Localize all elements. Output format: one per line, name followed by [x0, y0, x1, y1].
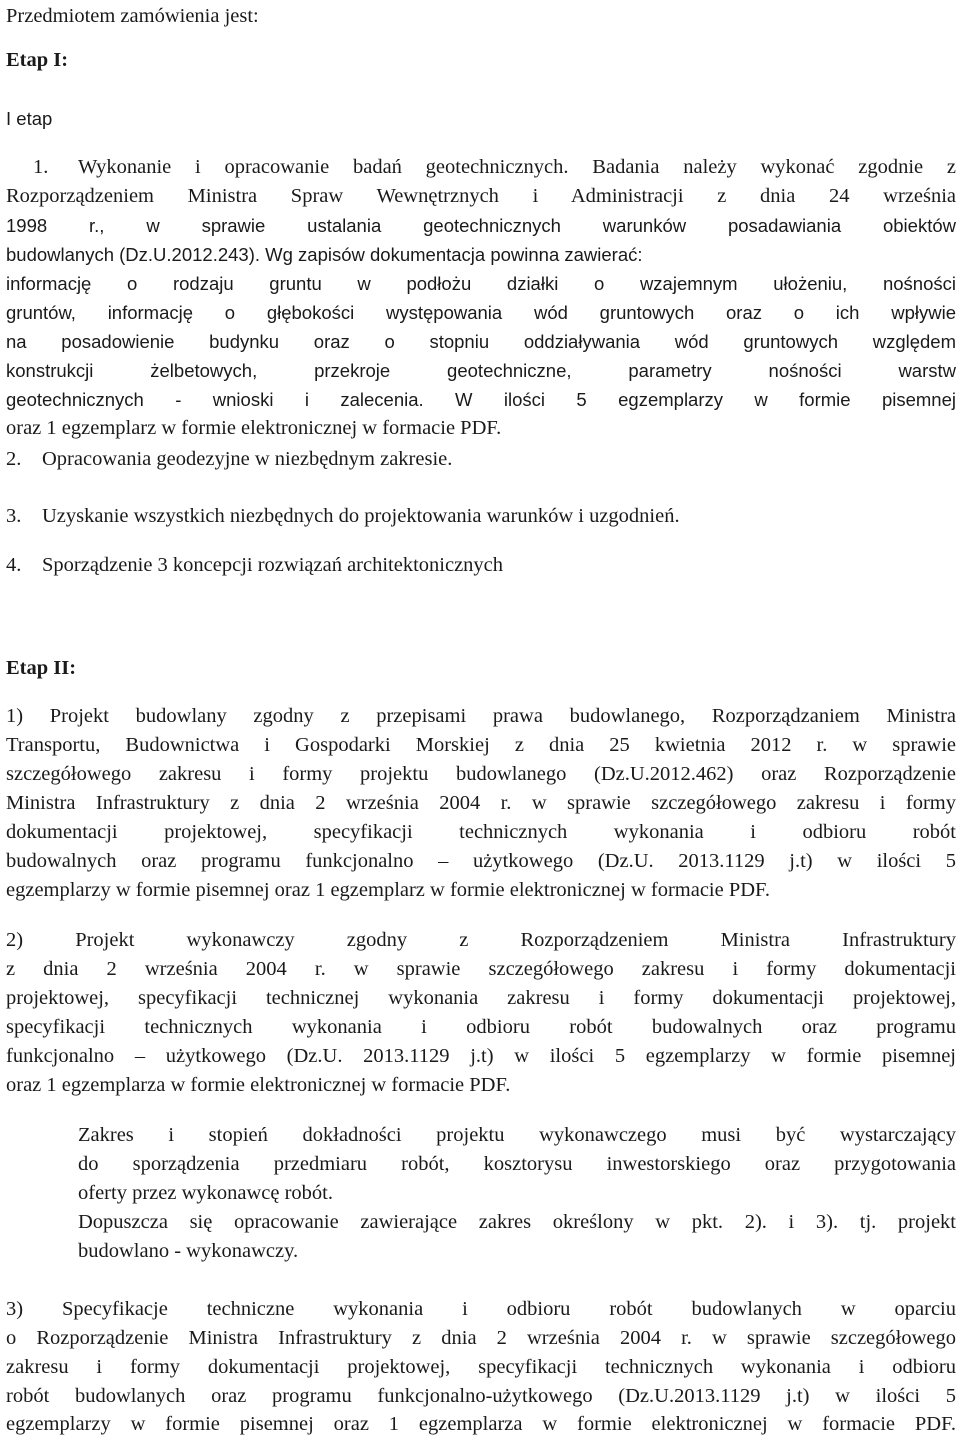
para3-line: robót budowlanych oraz programu funkcjonalno-użytkowego (Dz.U.2013.1129 j.t) w ilości 5 [6, 1385, 956, 1407]
item2-number: 2. [6, 448, 22, 470]
item1-line: geotechnicznych - wnioski i zalecenia. W ilości 5 egzemplarzy w formie pisemnej [6, 389, 956, 410]
etap2-heading: Etap II: [6, 657, 77, 679]
para2-line: z dnia 2 września 2004 r. w sprawie szczegółowego zakresu i formy dokumentacji [6, 958, 956, 980]
para1-line: egzemplarzy w formie pisemnej oraz 1 egzemplarz w formie elektronicznej w formacie PDF. [6, 879, 770, 901]
para1-line: Transportu, Budownictwa i Gospodarki Morskiej z dnia 25 kwietnia 2012 r. w sprawie [6, 734, 956, 756]
para2-line: specyfikacji technicznych wykonania i odbioru robót budowalnych oraz programu [6, 1016, 956, 1038]
para1-line: Ministra Infrastruktury z dnia 2 września 2004 r. w sprawie szczegółowego zakresu i formy [6, 792, 956, 814]
para1-line: budowalnych oraz programu funkcjonalno – użytkowego (Dz.U. 2013.1129 j.t) w ilości 5 [6, 850, 956, 872]
etap1-subheading: I etap [6, 108, 53, 129]
item1-line: Wykonanie i opracowanie badań geotechnicznych. Badania należy wykonać zgodnie z [78, 156, 956, 178]
etap1-heading: Etap I: [6, 49, 69, 71]
para1-line: dokumentacji projektowej, specyfikacji technicznych wykonania i odbioru robót [6, 821, 956, 843]
item1-line: informację o rodzaju gruntu w podłożu działki o wzajemnym ułożeniu, nośności [6, 273, 956, 294]
item3-number: 3. [6, 505, 22, 527]
note-line: budowlano - wykonawczy. [78, 1240, 299, 1262]
item1-number: 1. [33, 156, 49, 178]
para2-line: funkcjonalno – użytkowego (Dz.U. 2013.1129 j.t) w ilości 5 egzemplarzy w formie pisemnej [6, 1045, 956, 1067]
item1-line: gruntów, informację o głębokości występowania wód gruntowych oraz o ich wpływie [6, 302, 956, 323]
para3-line: zakresu i formy dokumentacji projektowej, specyfikacji technicznych wykonania i odbioru [6, 1356, 956, 1378]
note-line: oferty przez wykonawcę robót. [78, 1182, 333, 1204]
note-line: Dopuszcza się opracowanie zawierające zakres określony w pkt. 2). i 3). tj. projekt [78, 1211, 956, 1233]
item2-text: Opracowania geodezyjne w niezbędnym zakresie. [42, 448, 453, 470]
para2-line: oraz 1 egzemplarza w formie elektronicznej w formacie PDF. [6, 1074, 511, 1096]
item1-line: oraz 1 egzemplarz w formie elektronicznej w formacie PDF. [6, 417, 502, 439]
item4-text: Sporządzenie 3 koncepcji rozwiązań architektonicznych [42, 554, 504, 576]
item1-line: konstrukcji żelbetowych, przekroje geotechniczne, parametry nośności warstw [6, 360, 956, 381]
para1-line: szczegółowego zakresu i formy projektu budowlanego (Dz.U.2012.462) oraz Rozporządzenie [6, 763, 956, 785]
para3-line: egzemplarzy w formie pisemnej oraz 1 egzemplarza w formie elektronicznej w formacie PDF. [6, 1413, 956, 1435]
para3-line: 3) Specyfikacje techniczne wykonania i odbioru robót budowlanych w oparciu [6, 1298, 956, 1320]
item1-line: na posadowienie budynku oraz o stopniu oddziaływania wód gruntowych względem [6, 331, 956, 352]
intro-text: Przedmiotem zamówienia jest: [6, 5, 259, 27]
item4-number: 4. [6, 554, 22, 576]
note-line: do sporządzenia przedmiaru robót, kosztorysu inwestorskiego oraz przygotowania [78, 1153, 956, 1175]
note-line: Zakres i stopień dokładności projektu wykonawczego musi być wystarczający [78, 1124, 956, 1146]
para2-line: 2) Projekt wykonawczy zgodny z Rozporządzeniem Ministra Infrastruktury [6, 929, 956, 951]
item1-line: budowlanych (Dz.U.2012.243). Wg zapisów dokumentacja powinna zawierać: [6, 244, 643, 265]
item1-line: 1998 r., w sprawie ustalania geotechnicznych warunków posadawiania obiektów [6, 215, 956, 236]
para2-line: projektowej, specyfikacji technicznej wykonania zakresu i formy dokumentacji projektowej, [6, 987, 956, 1009]
item1-line: Rozporządzeniem Ministra Spraw Wewnętrznych i Administracji z dnia 24 września [6, 185, 956, 207]
item3-text: Uzyskanie wszystkich niezbędnych do projektowania warunków i uzgodnień. [42, 505, 680, 527]
para3-line: o Rozporządzenie Ministra Infrastruktury z dnia 2 września 2004 r. w sprawie szczegółowego [6, 1327, 956, 1349]
para1-line: 1) Projekt budowlany zgodny z przepisami prawa budowlanego, Rozporządzaniem Ministra [6, 705, 956, 727]
